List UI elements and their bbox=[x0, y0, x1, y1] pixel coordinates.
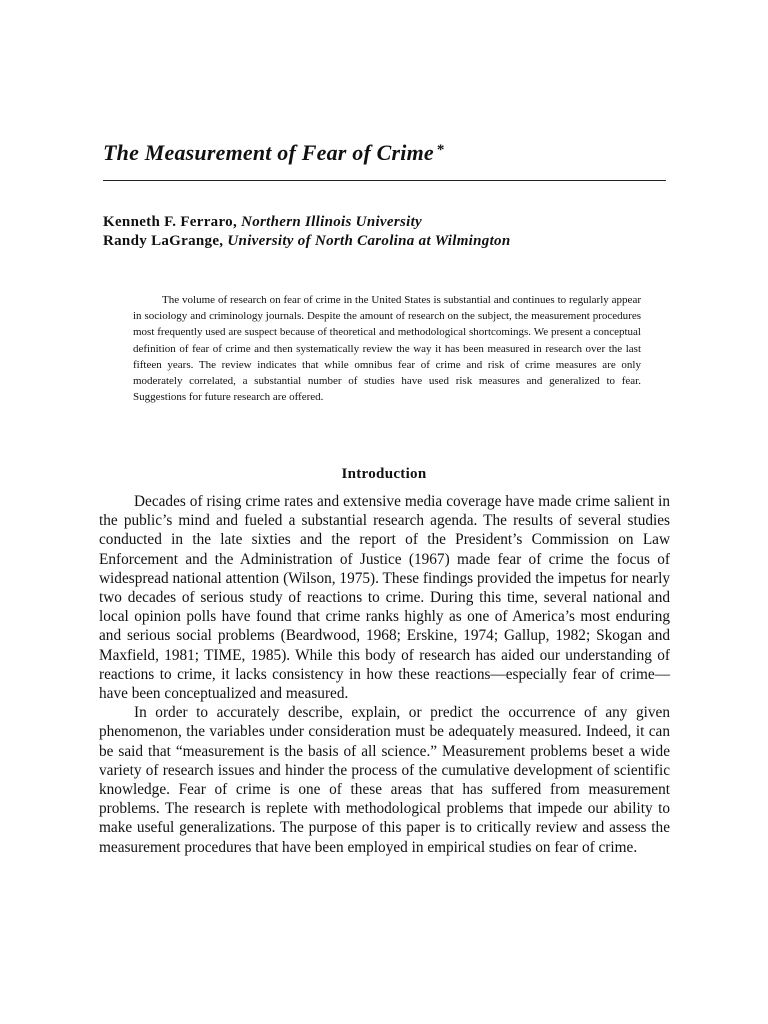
abstract: The volume of research on fear of crime in the United States is substantial and continues to regularly appear in sociology and criminology journals. Despite the amount of research on the subject, the measurement procedures most frequently used are suspect because of theoretical and methodological shortcomings. We present a conceptual definition of fear of crime and then systematically review the way it has been measured in research over the last fifteen years. The review indicates that while omnibus fear of crime and risk of crime measures are only moderately correlated, a substantial number of studies have used risk measures and generalized to fear. Suggestions for future research are offered. bbox=[133, 294, 641, 404]
article-title-text: The Measurement of Fear of Crime bbox=[103, 140, 434, 165]
body-paragraph: Decades of rising crime rates and extensive media coverage have made crime salient in the public’s mind and fueled a substantial research agenda. The results of several studies conducted in the late sixties and the report of the President’s Commission on Law Enforcement and the Administration of Justice (1967) made fear of crime the focus of widespread national attention (Wilson, 1975). These findings provided the impetus for nearly two decades of serious study of reactions to crime. During this time, several national and local opinion polls have found that crime ranks highly as one of America’s most enduring and serious social problems (Beardwood, 1968; Erskine, 1974; Gallup, 1982; Skogan and Maxfield, 1981; TIME, 1985). While this body of research has aided our understanding of reactions to crime, it lacks consistency in how these reactions—especially fear of crime—have been conceptualized and measured. bbox=[99, 493, 670, 703]
body-paragraph: In order to accurately describe, explain, or predict the occurrence of any given phenomenon, the variables under consideration must be adequately measured. Indeed, it can be said that “measurement is the basis of all science.” Measurement problems beset a wide variety of research issues and hinder the process of the cumulative development of scientific knowledge. Fear of crime is one of these areas that has suffered from measurement problems. The research is replete with methodological problems that impede our ability to make useful generalizations. The purpose of this paper is to critically review and assess the measurement procedures that have been employed in empirical studies on fear of crime. bbox=[99, 704, 670, 856]
section-heading: Introduction bbox=[341, 466, 427, 482]
author-affiliation: University of North Carolina at Wilmington bbox=[227, 233, 511, 249]
title-rule bbox=[103, 180, 666, 181]
author-name: Randy LaGrange, bbox=[103, 233, 224, 249]
author-line bbox=[103, 232, 511, 251]
author-affiliation: Northern Illinois University bbox=[241, 214, 423, 230]
body-text bbox=[99, 492, 670, 857]
article-title bbox=[103, 140, 445, 166]
author-name: Kenneth F. Ferraro, bbox=[103, 214, 238, 230]
author-line bbox=[103, 213, 511, 232]
author-block bbox=[103, 213, 511, 251]
title-footnote-mark: * bbox=[436, 142, 445, 158]
